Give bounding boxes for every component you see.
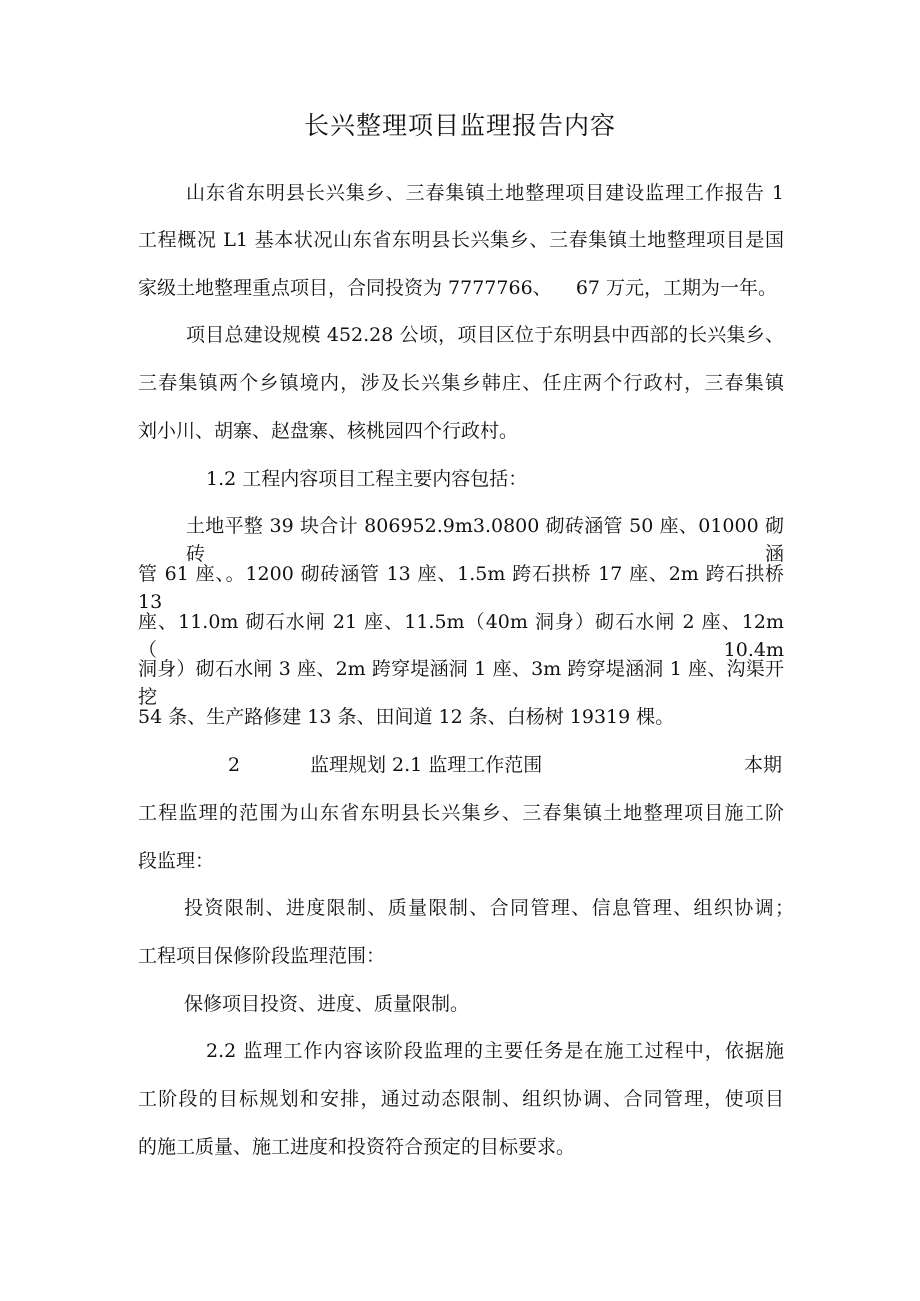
paragraph-line: 家级土地整理重点项目，合同投资为 7777766、 67 万元，工期为一年。 (138, 277, 778, 299)
paragraph-line: 三春集镇两个乡镇境内，涉及长兴集乡韩庄、任庄两个行政村，三春集镇 (138, 372, 784, 394)
section-heading: 监理规划 2.1 监理工作范围 (310, 754, 543, 776)
section-heading: 1.2 工程内容项目工程主要内容包括： (206, 468, 528, 490)
paragraph-line: 投资限制、进度限制、质量限制、合同管理、信息管理、组织协调； (184, 897, 794, 919)
paragraph-line: 管 61 座、。1200 砌砖涵管 13 座、1.5m 跨石拱桥 17 座、2m 跨石拱桥 13 (138, 563, 784, 613)
paragraph-line: 洞身）砌石水闸 3 座、2m 跨穿堤涵洞 1 座、3m 跨穿堤涵洞 1 座、沟渠开挖 (138, 658, 784, 708)
paragraph-line: 的施工质量、施工进度和投资符合预定的目标要求。 (138, 1136, 576, 1158)
paragraph-line: 座、11.0m 砌石水闸 21 座、11.5m（40m 洞身）砌石水闸 2 座、12m（10.4m (138, 611, 784, 661)
paragraph-line: 段监理： (138, 850, 215, 872)
paragraph-line: 山东省东明县长兴集乡、三春集镇土地整理项目建设监理工作报告 1 (186, 182, 784, 204)
paragraph-line: 土地平整 39 块合计 806952.9m3.0800 砌砖涵管 50 座、01000 砌砖涵 (186, 515, 784, 565)
paragraph-line: 保修项目投资、进度、质量限制。 (184, 993, 470, 1015)
paragraph-line: 项目总建设规模 452.28 公顷，项目区位于东明县中西部的长兴集乡、 (186, 324, 784, 346)
paragraph-line: 刘小川、胡寨、赵盘寨、核桃园四个行政村。 (138, 420, 519, 442)
paragraph-line: 54 条、生产路修建 13 条、田间道 12 条、白杨树 19319 棵。 (138, 706, 675, 728)
document-title: 长兴整理项目监理报告内容 (303, 111, 616, 140)
section-trailing-text: 本期 (744, 754, 783, 776)
paragraph-line: 工程概况 L1 基本状况山东省东明县长兴集乡、三春集镇土地整理项目是国 (138, 229, 784, 251)
paragraph-line: 工程监理的范围为山东省东明县长兴集乡、三春集镇土地整理项目施工阶 (138, 802, 784, 824)
paragraph-line: 工程项目保修阶段监理范围： (138, 945, 386, 967)
paragraph-line: 2.2 监理工作内容该阶段监理的主要任务是在施工过程中，依据施 (206, 1040, 784, 1062)
paragraph-line: 工阶段的目标规划和安排，通过动态限制、组织协调、合同管理，使项目 (138, 1088, 784, 1110)
section-number: 2 (228, 754, 241, 776)
